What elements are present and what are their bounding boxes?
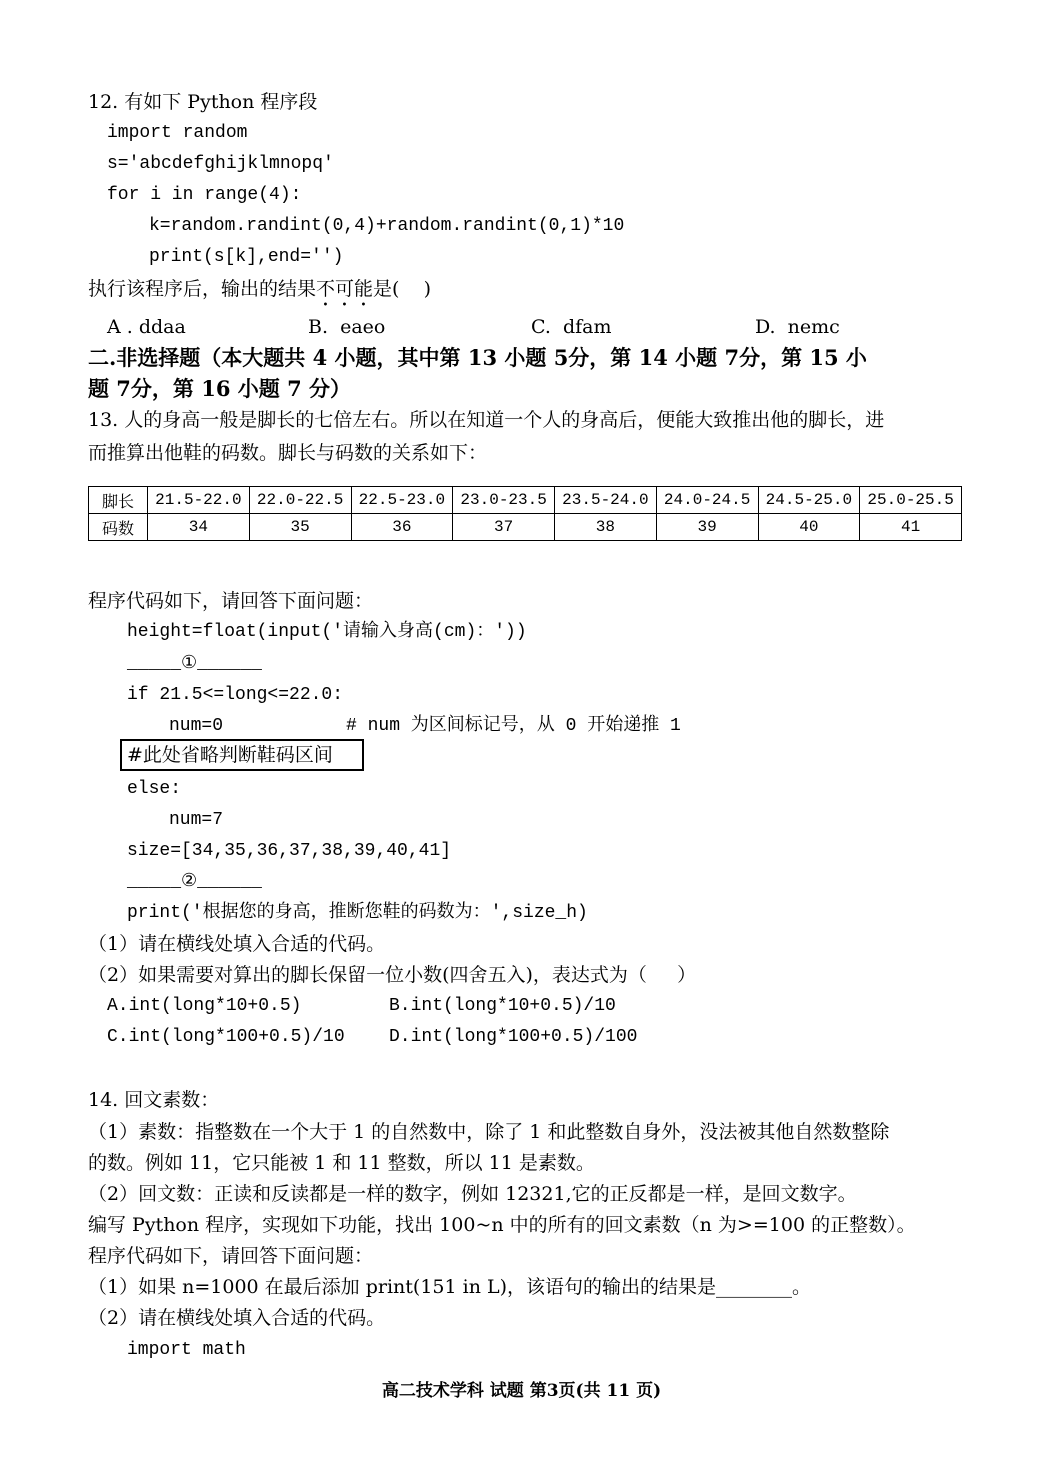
table-row	[89, 487, 962, 514]
emphasis-text: 不可能	[316, 278, 374, 300]
foot-size-table	[88, 486, 962, 541]
q14-paragraph: （2）回文数：正读和反读都是一样的数字，例如 12321,它的正反都是一样，是回文数字。	[88, 1183, 857, 1205]
q12-code-line: import random	[107, 123, 248, 143]
page-footer: 高二技术学科 试题 第3页(共 11 页)	[381, 1381, 662, 1401]
q14-title: 14. 回文素数：	[88, 1089, 220, 1111]
q13-code-line: num=0	[169, 716, 224, 736]
q13-code-line: else:	[127, 779, 182, 799]
q12-code-line: for i in range(4):	[107, 185, 302, 205]
table-header-cell: 脚长	[89, 487, 148, 514]
q13-code-line: if 21.5<=long<=22.0:	[127, 685, 344, 705]
table-cell: 41	[860, 514, 962, 541]
q13-code-intro: 程序代码如下，请回答下面问题：	[88, 590, 374, 612]
q12-code-line: k=random.randint(0,4)+random.randint(0,1)*10	[149, 216, 625, 236]
table-row	[89, 514, 962, 541]
blank-1: _____①______	[127, 654, 262, 674]
q12-option-c: C. dfam	[531, 316, 612, 338]
q14-paragraph: （1）素数：指整数在一个大于 1 的自然数中，除了 1 和此整数自身外，没法被其他自然数整除	[88, 1121, 890, 1143]
q12-code-line: print(s[k],end='')	[149, 247, 344, 267]
table-cell: 25.0-25.5	[860, 487, 962, 514]
q13-intro: 13. 人的身高一般是脚长的七倍左右。所以在知道一个人的身高后，便能大致推出他的脚长，进	[88, 409, 885, 431]
q14-paragraph: 程序代码如下，请回答下面问题：	[88, 1245, 374, 1267]
q13-sub2: （2）如果需要对算出的脚长保留一位小数(四舍五入)，表达式为（ ）	[88, 964, 697, 986]
q12-code-line: s='abcdefghijklmnopq'	[107, 154, 334, 174]
q13-code-line: #此处省略判断鞋码区间	[127, 744, 333, 766]
table-cell: 24.5-25.0	[758, 487, 860, 514]
table-cell: 37	[453, 514, 555, 541]
q13-code-line: num=7	[169, 810, 224, 830]
q12-option-b: B. eaeo	[308, 316, 386, 338]
section-heading: 二.非选择题（本大题共 4 小题，其中第 13 小题 5分，第 14 小题 7分，第 15 小	[88, 345, 867, 370]
q12-option-a: A . ddaa	[107, 316, 186, 338]
q14-paragraph: 的数。例如 11，它只能被 1 和 11 整数，所以 11 是素数。	[88, 1152, 595, 1174]
q14-sub2: （2）请在横线处填入合适的代码。	[88, 1307, 386, 1329]
q12-question: 执行该程序后，输出的结果不可能是( )	[88, 278, 432, 300]
q13-sub1: （1）请在横线处填入合适的代码。	[88, 933, 386, 955]
section-heading-cont: 题 7分，第 16 小题 7 分）	[88, 376, 352, 401]
q13-option-c: C.int(long*100+0.5)/10	[107, 1027, 345, 1047]
q13-code-comment: # num 为区间标记号，从 0 开始递推 1	[346, 716, 681, 736]
table-cell: 36	[351, 514, 453, 541]
q12-title: 12. 有如下 Python 程序段	[88, 91, 318, 113]
q14-sub1: （1）如果 n=1000 在最后添加 print(151 in L)，该语句的输出的结果是________。	[88, 1276, 812, 1298]
table-cell: 23.5-24.0	[555, 487, 657, 514]
table-cell: 35	[249, 514, 351, 541]
q13-option-d: D.int(long*100+0.5)/100	[389, 1027, 638, 1047]
table-cell: 40	[758, 514, 860, 541]
table-cell: 22.0-22.5	[249, 487, 351, 514]
table-header-cell: 码数	[89, 514, 148, 541]
q13-intro-cont: 而推算出他鞋的码数。脚长与码数的关系如下：	[88, 442, 488, 464]
table-cell: 39	[656, 514, 758, 541]
q12-option-d: D. nemc	[755, 316, 840, 338]
table-cell: 23.0-23.5	[453, 487, 555, 514]
q14-code-line: import math	[127, 1340, 246, 1360]
table-cell: 21.5-22.0	[148, 487, 250, 514]
q13-code-line: height=float(input('请输入身高(cm)：'))	[127, 622, 527, 642]
table-cell: 22.5-23.0	[351, 487, 453, 514]
blank-2: _____②______	[127, 872, 262, 892]
q14-paragraph: 编写 Python 程序，实现如下功能，找出 100~n 中的所有的回文素数（n 为>=100 的正整数）。	[88, 1214, 916, 1236]
table-cell: 38	[555, 514, 657, 541]
q13-code-line: print('根据您的身高，推断您鞋的码数为：',size_h)	[127, 903, 588, 923]
q13-option-a: A.int(long*10+0.5)	[107, 996, 302, 1016]
table-cell: 24.0-24.5	[656, 487, 758, 514]
table-cell: 34	[148, 514, 250, 541]
q13-code-line: size=[34,35,36,37,38,39,40,41]	[127, 841, 452, 861]
q13-option-b: B.int(long*10+0.5)/10	[389, 996, 616, 1016]
